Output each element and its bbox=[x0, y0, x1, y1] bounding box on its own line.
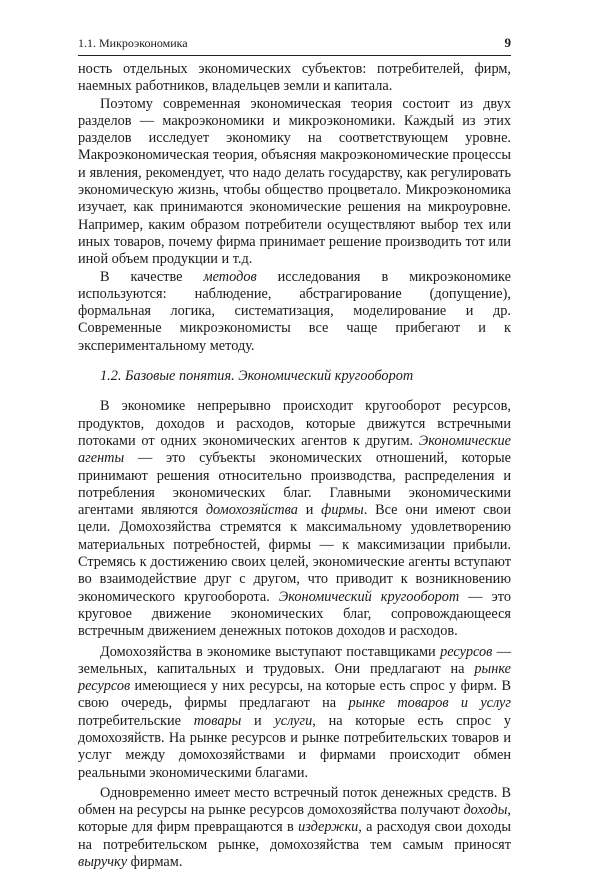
text-run: и bbox=[297, 502, 322, 519]
paragraph-continuation: ность отдельных экономических субъектов: потребителей, фирм, наемных работников, владельцев земли и капитала. bbox=[78, 61, 511, 95]
term-goods: товары bbox=[193, 712, 242, 729]
paragraph-circular-flow bbox=[78, 398, 511, 640]
text-run: В экономике непрерывно происходит кругооборот ресурсов, продуктов, доходов и расходов, которые движутся встречными потоками от одних экономических агентов к другим. bbox=[78, 398, 511, 449]
text-run: . Все они имеют свои цели. Домохозяйства стремятся к максимальному удовлетворению материальных потребностей, фирмы — к максимизации прибыли. Стремясь к достижению своих целей, экономические агенты вступают во взаимодействие друг с другом, что приводит к возникновению экономического кругооборота. bbox=[78, 502, 511, 605]
text-run: В качестве bbox=[100, 268, 204, 285]
term-revenue: выручку bbox=[78, 854, 128, 871]
paragraph-resource-market bbox=[78, 644, 511, 782]
running-header bbox=[78, 34, 511, 52]
text-run: Одновременно имеет место встречный поток денежных средств. В обмен на ресурсы на рынке ресурсов домохозяйства получают bbox=[78, 784, 511, 819]
paragraph-money-flow bbox=[78, 785, 511, 871]
term-economic-circulation: Экономический кругооборот bbox=[278, 588, 460, 605]
text-run: — это круговое движение экономических благ, сопровождающееся встречным движением денежных потоков доходов и расходов. bbox=[78, 588, 511, 640]
text-run: и bbox=[241, 712, 275, 729]
section-heading: 1.2. Базовые понятия. Экономический кругооборот bbox=[100, 368, 414, 385]
term-methods: методов bbox=[203, 268, 257, 285]
term-income: доходы bbox=[463, 802, 508, 819]
text-run: исследования в микроэкономике используются: наблюдение, абстрагирование (допущение), формальная логика, систематизация, моделирование и др. Современные микроэкономисты все чаще прибегают и к экспериментальному методу. bbox=[78, 268, 511, 354]
text-run: — это субъекты экономических отношений, которые принимают решения относительно производства, распределения и потребления экономических благ. Главными экономическими агентами являются bbox=[78, 450, 511, 519]
term-resources: ресурсов bbox=[440, 643, 493, 660]
page-number: 9 bbox=[504, 35, 511, 50]
header-rule bbox=[78, 55, 511, 56]
text-run: потребительские bbox=[78, 712, 194, 729]
term-economic-agents: Экономические агенты bbox=[78, 432, 511, 467]
paragraph-methods bbox=[78, 269, 511, 355]
term-goods-services-market: рынке товаров и услуг bbox=[348, 695, 511, 712]
text-run: , которые для фирм превращаются в bbox=[78, 802, 511, 836]
text-run: фирмам. bbox=[127, 854, 183, 871]
text-run: имеющиеся у них ресурсы, на которые есть спрос у фирм. В свою очередь, фирмы предлагают на bbox=[78, 678, 511, 712]
term-resource-market: рынке ресурсов bbox=[78, 660, 511, 695]
term-costs: издержки bbox=[298, 819, 359, 836]
term-services: услуги bbox=[274, 712, 313, 729]
text-run: , а расходуя свои доходы на потребительском рынке, домохозяйства тем самым приносят bbox=[78, 819, 512, 853]
text-run: — земельных, капитальных и трудовых. Они предлагают на bbox=[78, 643, 512, 677]
text-run: Домохозяйства в экономике выступают поставщиками bbox=[100, 643, 441, 660]
term-firms: фирмы bbox=[321, 502, 364, 519]
running-header-section: 1.1. Микроэкономика bbox=[78, 36, 188, 50]
text-run: , на которые есть спрос у домохозяйств. На рынке ресурсов и рынке потребительских товаров и услуг между домохозяйствами и фирмами происходит обмен реальными экономическими благами. bbox=[78, 712, 511, 781]
paragraph-theory-structure: Поэтому современная экономическая теория состоит из двух разделов — макроэкономики и микроэкономики. Каждый из этих разделов исследует экономику на соответствующем уровне. Макроэкономическая теория, объясняя макроэкономические процессы и явления, рекомендует, что надо делать государству, как регулировать экономическую жизнь, чтобы общество процветало. Микроэкономика изучает, как принимаются экономические решения на микроуровне. Например, каким образом потребители осуществляют выбор тех или иных товаров, почему фирма принимает решение производить тот или иной объем продукции и т.д. bbox=[78, 95, 511, 268]
term-households: домохозяйства bbox=[205, 502, 298, 519]
